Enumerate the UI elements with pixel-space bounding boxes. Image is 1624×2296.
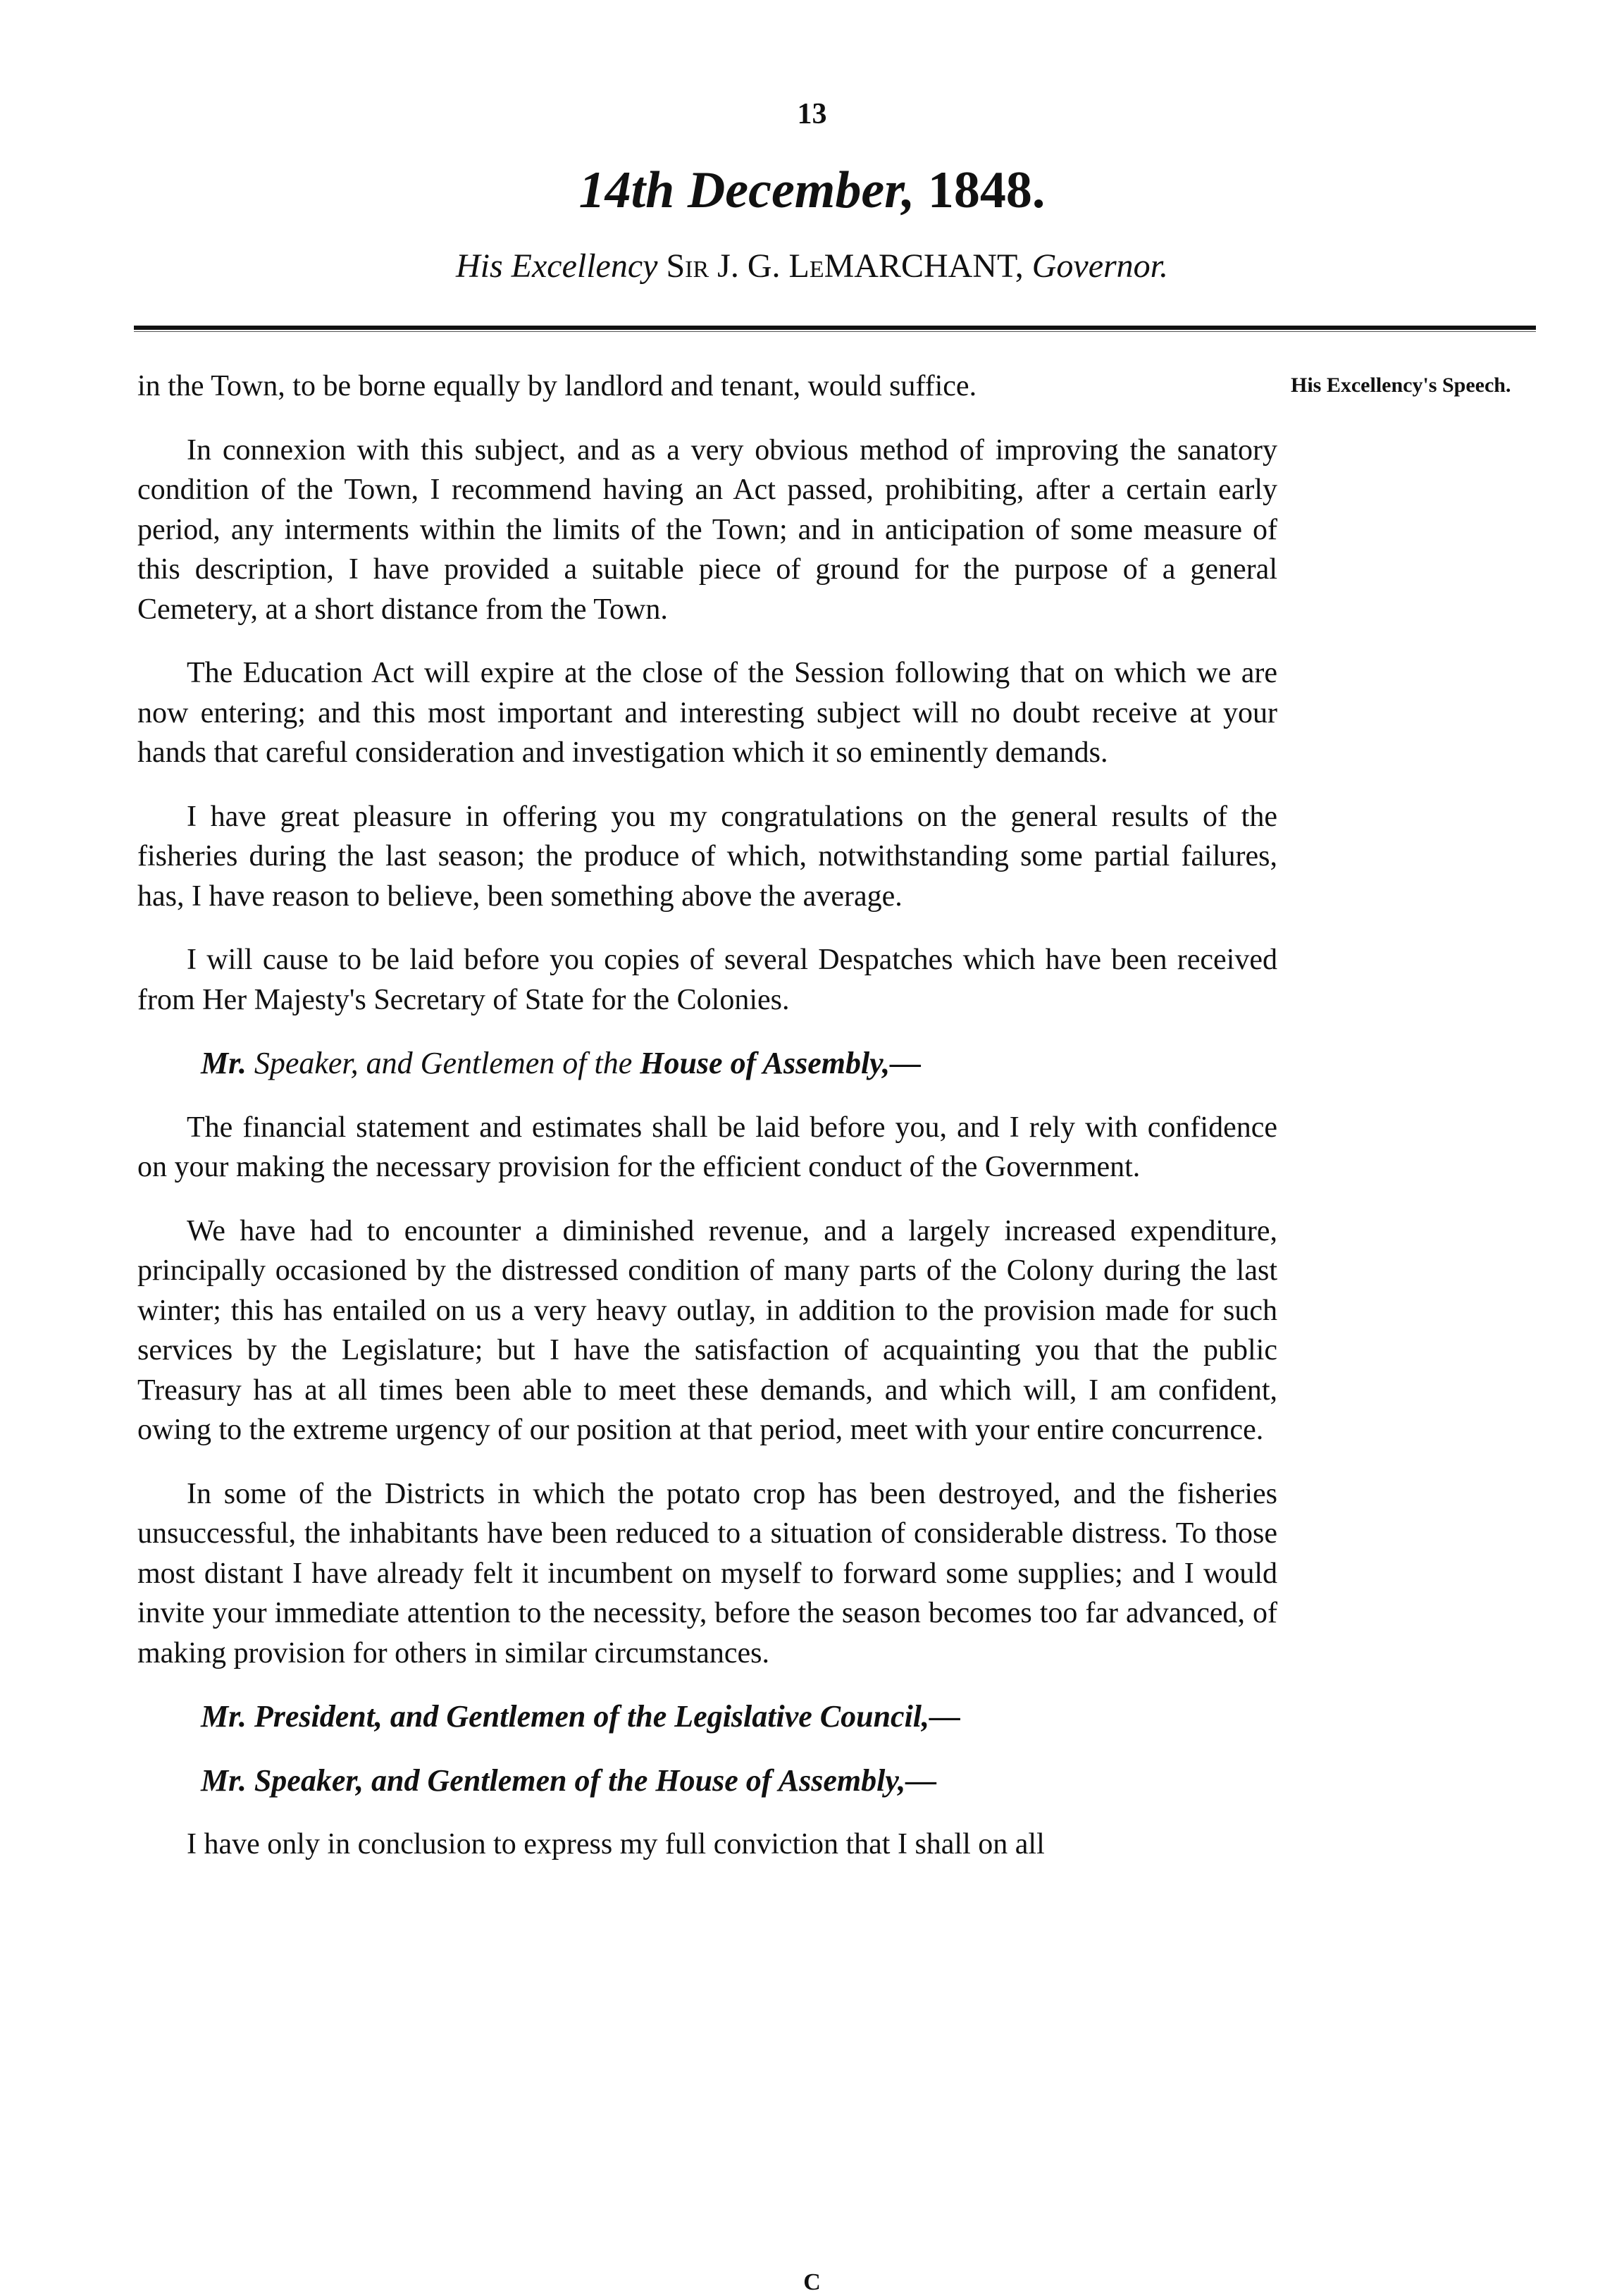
heading-house: House of Assembly,— [640,1046,922,1080]
paragraph: I will cause to be laid before you copies of several Despatches which have been received from Her Majesty's Secretary of State for the Colonies. [137,944,1277,1016]
address-heading-assembly-2 [137,1761,1277,1801]
date-heading [0,161,1624,221]
closing-line: I have only in conclusion to express my full conviction that I shall on all [187,1828,1045,1860]
governor-initials: J. G. [717,247,781,285]
governor-surname: MARCHANT, [824,247,1024,285]
paragraph: We have had to encounter a diminished revenue, and a largely increased expenditure, principally occasioned by the distressed condition of many parts of the Colony during the last winter; this has entailed on us a very heavy outlay, in addition to the provision made for such services by the Legislature; but I have the satisfaction of acquainting you that the public Treasury has at all times been able to meet these demands, and which will, I am confident, owing to the extreme urgency of our position at that period, meet with your entire concurrence. [137,1214,1277,1446]
marginal-note: His Excellency's Speech. [1291,374,1511,397]
date-day: 14th [578,161,675,219]
paragraph: The financial statement and estimates shall be laid before you, and I rely with confidence on your making the necessary provision for the efficient conduct of the Government. [137,1111,1277,1183]
heading-title: Mr. [201,1046,247,1080]
heading-of: of the [593,1699,667,1734]
address-heading-assembly [137,1044,1277,1084]
heading-text: Speaker, and Gentlemen [254,1046,555,1080]
heading-of: of the [574,1763,648,1798]
governor-title: Sir [666,247,709,285]
governor-prefix: His Excellency [455,247,658,285]
paragraph: I have great pleasure in offering you my congratulations on the general results of the fisheries during the last season; the produce of which, notwithstanding some partial failures, has, I have reason to believe, been something above the average. [137,800,1277,913]
heading-text: President, and Gentlemen [254,1699,586,1734]
paragraph: The Education Act will expire at the close of the Session following that on which we are now entering; and this most important and interesting subject will no doubt receive at your hands that careful consideration and investigation which it so eminently demands. [137,657,1277,769]
date-month: December, [687,161,915,219]
heading-title: Mr. [201,1763,247,1798]
paragraph: In some of the Districts in which the potato crop has been destroyed, and the fisheries unsuccessful, the inhabitants have been reduced to a situation of considerable distress. To those most distant I have already felt it incumbent on myself to forward some supplies; and I would invite your immediate attention to the necessity, before the season becomes too far advanced, of making provision for others in similar circumstances. [137,1477,1277,1669]
paragraph: In connexion with this subject, and as a very obvious method of improving the sanatory condition of the Town, I recommend having an Act passed, prohibiting, after a certain early period, any interments within the limits of the Town; and in anticipation of some measure of this description, I have provided a suitable piece of ground for the purpose of a general Cemetery, at a short distance from the Town. [137,433,1277,626]
governor-line [0,247,1624,285]
signature-mark: C [803,2269,821,2295]
heading-of: of the [562,1046,633,1080]
address-heading-council [137,1697,1277,1737]
heading-title: Mr. [201,1699,247,1734]
heading-house: Legislative Council,— [674,1699,961,1734]
paragraph-continuation: in the Town, to be borne equally by landlord and tenant, would suffice. [137,370,977,402]
page-number: 13 [797,98,827,130]
date-year: 1848. [927,161,1046,219]
governor-le: Le [788,247,824,285]
governor-role: Governor. [1031,247,1169,285]
body-text [137,366,1277,1865]
heading-house: House of Assembly,— [655,1763,937,1798]
header-rule-thin [134,331,1536,332]
header-rule [134,326,1536,330]
heading-text: Speaker, and Gentlemen [254,1763,567,1798]
